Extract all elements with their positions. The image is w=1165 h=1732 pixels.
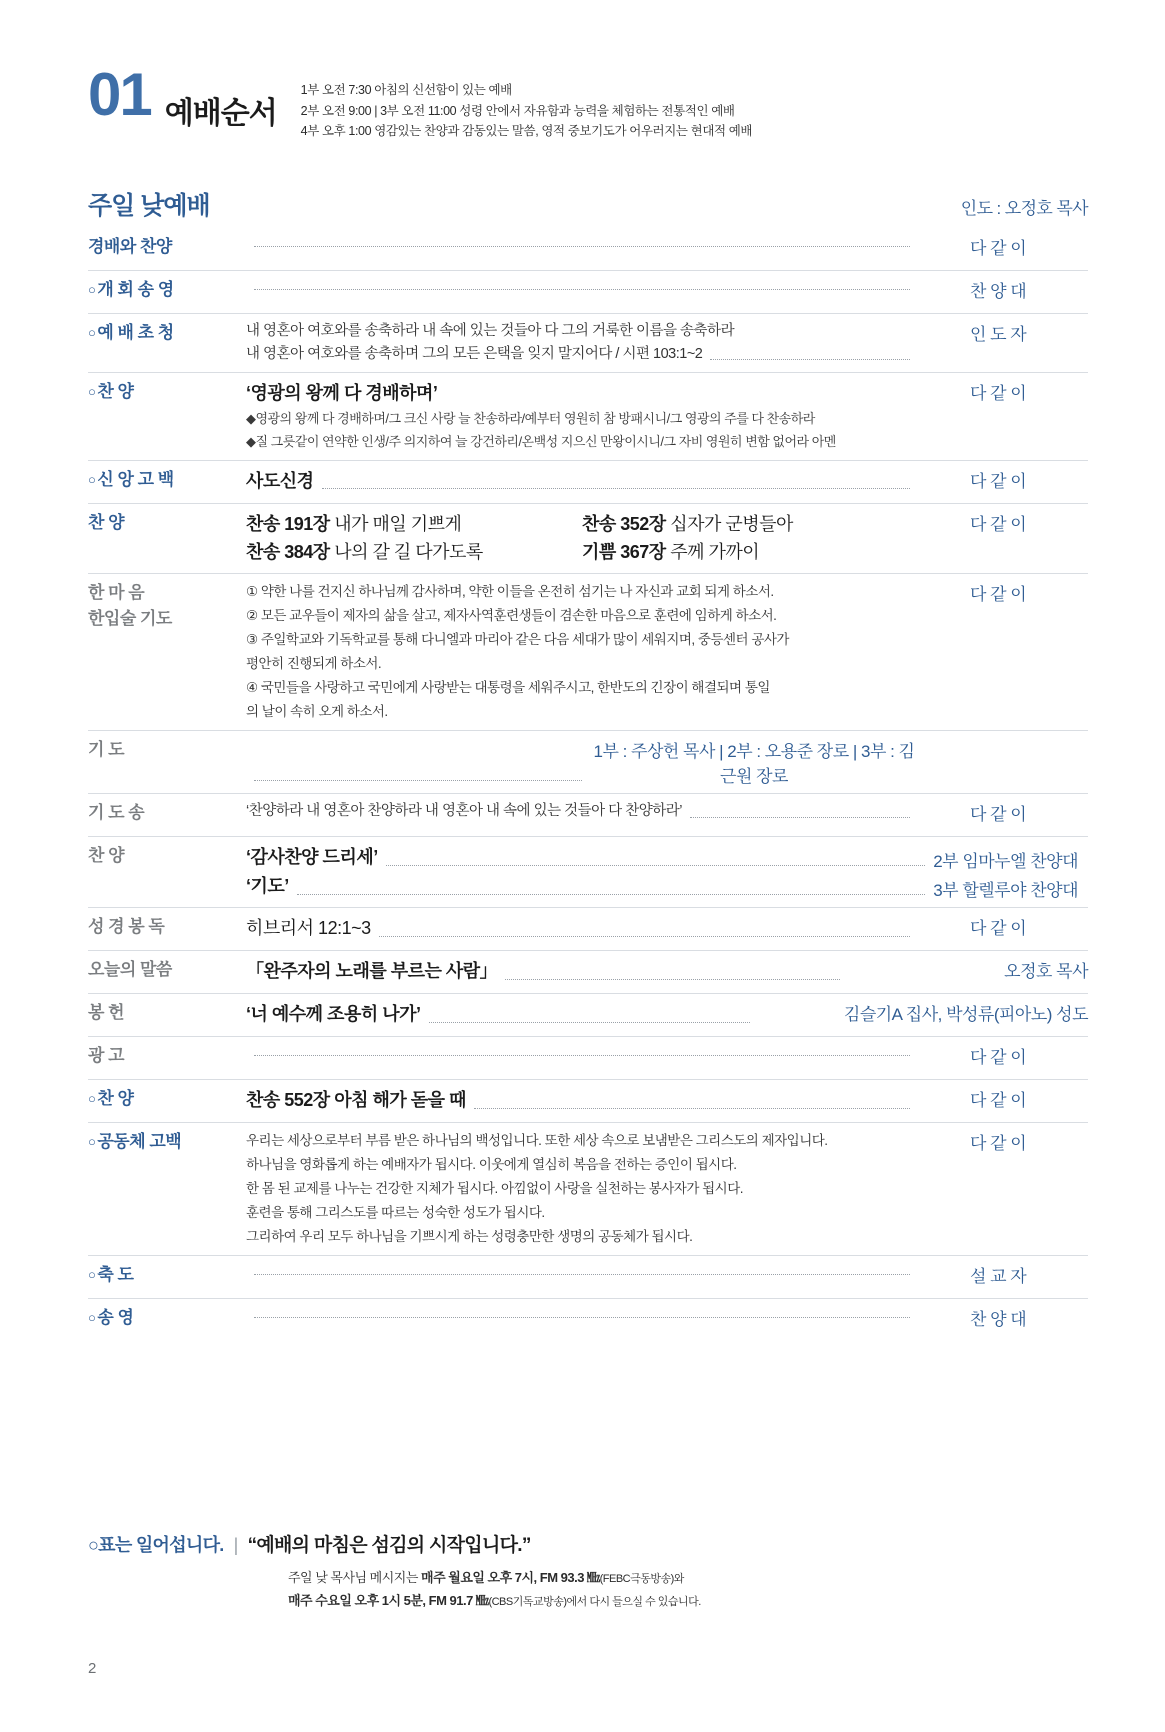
order-label-text: 찬 양 [97,1088,134,1108]
order-row [88,1036,1088,1079]
broadcast-line [288,1590,1088,1613]
order-row [88,730,1088,793]
order-content [236,1262,928,1281]
order-label [88,957,236,983]
dot-leader [254,277,910,290]
order-participant: 다 같 이 [970,585,1027,605]
order-participant: 인 도 자 [970,325,1027,344]
order-label [88,379,236,405]
order-participant: 다 같 이 [970,1133,1027,1153]
song-quote: ‘찬양하라 내 영혼아 찬양하라 내 영혼아 내 속에 있는 것들아 다 찬양하라’ [246,803,682,820]
section-heading [88,186,1088,222]
dot-leader [474,1096,910,1109]
order-row [88,993,1088,1036]
order-content [236,737,928,787]
order-content [236,510,928,568]
dot-leader [710,347,910,360]
order-label-text: 기 도 [88,740,125,760]
confession-line: 훈련을 통해 그리스도를 따르는 성숙한 성도가 됩시다. [246,1205,545,1220]
order-label [88,467,236,493]
service-times [301,80,752,142]
standing-marker-icon: ○ [88,1310,96,1326]
order-content [236,320,928,366]
dot-leader [254,234,910,247]
order-participant: 다 같 이 [970,384,1027,404]
standing-note-row [88,1530,1088,1557]
order-content [236,957,858,986]
hymn-entry: 기쁨 367장 주께 가까이 [582,542,760,563]
order-label-text: 예 배 초 청 [97,323,174,342]
service-name: 주일 낮예배 [88,192,210,220]
order-participant: 다 같 이 [970,1090,1027,1110]
song-title: ‘영광의 왕께 다 경배하며’ [246,383,438,404]
order-row [88,460,1088,503]
order-row [88,313,1088,372]
broadcast-info [288,1567,1088,1613]
prayer-line: ④ 국민들을 사랑하고 국민에게 사랑받는 대통령을 세워주시고, 한반도의 긴장이 해결되며 통일 [246,680,770,696]
order-label-text: 봉 헌 [88,1002,125,1022]
hymn-entry: 찬송 191장 내가 매일 기쁘게 [246,513,462,534]
choir-name: 2부 임마누엘 찬양대 [933,852,1078,872]
broadcast-prefix: 주일 낮 목사님 메시지는 [288,1570,422,1585]
order-label [88,277,236,303]
order-label [88,1086,236,1112]
page-title: 예배순서 [164,97,277,130]
anthem-title: ‘기도’ [246,876,289,897]
lyric-line: ◆질 그릇같이 연약한 인생/주 의지하여 늘 강건하리/온백성 지으신 만왕이시니/그 자비 영원히 변함 없어라 아멘 [246,433,836,449]
hymn-entry: 찬송 352장 십자가 군병들아 [582,513,793,534]
order-list [88,228,1088,1341]
order-content [236,1129,928,1249]
dot-leader [386,853,926,866]
service-leader: 인도 : 오정호 목사 [960,199,1088,218]
order-label [88,1043,236,1069]
standing-marker-icon: ○ [88,1090,96,1106]
order-participant: 다 같 이 [970,805,1027,825]
hymn-entry: 찬송 384장 나의 갈 길 다가도록 [246,542,483,563]
order-content [236,800,928,823]
order-label: 경배와 찬양 [88,237,172,256]
order-label [88,737,236,763]
order-label [88,580,236,631]
order-label [88,510,236,536]
confession-line: 하나님을 영화롭게 하는 예배자가 됩시다. 이웃에게 열심히 복음을 전하는 증인이 됩시다. [246,1156,737,1172]
order-label-text: 한입술 기도 [88,608,172,628]
order-label [88,1129,236,1155]
order-label [88,843,236,869]
order-participant: 찬 양 대 [970,282,1027,301]
standing-marker-icon: ○ [88,282,96,297]
order-label [88,914,236,940]
prayer-line: ① 약한 나를 건지신 하나님께 감사하며, 약한 이들을 온전히 섬기는 나 자신과 교회 되게 하소서. [246,584,774,600]
order-content [236,843,1088,901]
hymn-entry: 찬송 552장 아침 해가 돋을 때 [246,1089,466,1110]
order-participant: 찬 양 대 [970,1310,1027,1330]
standing-note: ○표는 일어섭니다. [88,1535,224,1555]
dot-leader [254,1043,910,1056]
dot-leader [254,1305,910,1318]
prayer-line: 평안히 진행되게 하소서. [246,656,382,672]
order-participant: 다 같 이 [970,1047,1027,1067]
scripture-line: 내 영혼아 여호와를 송축하며 그의 모든 은택을 잊지 말지어다 / 시편 103:1~2 [246,346,703,363]
dot-leader [379,924,910,937]
offertory-title: ‘너 예수께 조용히 나가’ [246,1003,421,1024]
standing-marker-icon: ○ [88,471,96,487]
order-row [88,1298,1088,1341]
lyric-line: ◆영광의 왕께 다 경배하며/그 크신 사랑 늘 찬송하라/예부터 영원히 참 방패시니/그 영광의 주를 다 찬송하라 [246,411,815,427]
order-participant: 다 같 이 [970,918,1027,938]
order-row [88,573,1088,730]
order-participant [768,1000,1088,1025]
order-label-text: 찬 양 [88,512,125,532]
scripture-reference: 히브리서 12:1~3 [246,917,371,938]
page-header [88,61,1088,142]
dot-leader [322,476,910,489]
dot-leader [690,805,910,818]
service-time-line: 1부 오전 7:30 아침의 신선함이 있는 예배 [300,83,512,97]
order-label-text: 개 회 송 영 [97,280,174,299]
prayer-line: 의 날이 속히 오게 하소서. [246,704,388,720]
standing-marker-icon: ○ [88,1133,96,1149]
order-label [88,1305,236,1331]
dot-leader [297,882,925,895]
order-label [88,320,236,346]
dot-leader [254,1262,910,1275]
broadcast-station: (CBS기독교방송)에서 다시 들으실 수 있습니다. [488,1595,701,1608]
community-confession [246,1129,918,1249]
order-content [236,467,928,496]
scripture-line: 내 영혼아 여호와를 송축하라 내 속에 있는 것들아 다 그의 거룩한 이름을 송축하라 [246,323,735,339]
order-row [88,1079,1088,1122]
dot-leader [505,967,840,980]
order-content [236,914,928,943]
standing-marker-icon: ○ [88,384,96,400]
order-label [88,1000,236,1026]
hymn-grid [246,510,918,568]
order-label [88,800,236,826]
prayer-line: ② 모든 교우들이 제자의 삶을 살고, 제자사역훈련생들이 겸손한 마음으로 훈련에 임하게 하소서. [246,608,777,624]
order-content [236,277,928,296]
prayer-leaders: 1부 : 주상헌 목사 | 2부 : 오용준 장로 | 3부 : 김근원 장로 [593,742,915,787]
dot-leader [429,1010,751,1023]
confession-line: 우리는 세상으로부터 부름 받은 하나님의 백성입니다. 또한 세상 속으로 보냄받은 그리스도의 제자입니다. [246,1132,828,1148]
order-content [236,234,928,253]
order-participant: 다 같 이 [970,239,1027,258]
order-label-text: 축 도 [97,1265,134,1285]
preacher-name: 오정호 목사 [1004,961,1088,981]
broadcast-time: 매주 월요일 오후 7시, FM 93.3 ㎒ [421,1570,600,1585]
service-time-line: 4부 오후 1:00 영감있는 찬양과 감동있는 말씀, 영적 중보기도가 어우러지는 현대적 예배 [300,124,753,139]
order-label-text: 송 영 [97,1308,134,1328]
service-time-line: 2부 오전 9:00 | 3부 오전 11:00 성령 안에서 자유함과 능력을 체험하는 전통적인 예배 [300,103,735,118]
prayer-line: ③ 주일학교와 기독학교를 통해 다니엘과 마리아 같은 다음 세대가 많이 세워지며, 중등센터 공사가 [246,632,789,648]
order-participant: 다 같 이 [970,514,1027,534]
order-label-text: 찬 양 [97,382,134,402]
order-row [88,270,1088,313]
order-row [88,907,1088,950]
anthem-title: ‘감사찬양 드리세’ [246,847,378,868]
page-number: 2 [88,1660,97,1677]
broadcast-station: (FEBC극동방송)와 [599,1573,684,1585]
order-label-text: 신 앙 고 백 [97,469,174,489]
choir-name: 3부 할렐루야 찬양대 [933,880,1078,900]
confession-line: 그리하여 우리 모두 하나님을 기쁘시게 하는 성령충만한 생명의 공동체가 됩시다. [246,1229,693,1245]
order-label-text: 한 마 음 [88,583,145,603]
order-participant: 설 교 자 [970,1267,1027,1287]
order-label [88,1262,236,1288]
confession-line: 한 몸 된 교제를 나누는 건강한 지체가 됩시다. 아낌없이 사랑을 실천하는 봉사자가 됩시다. [246,1180,743,1196]
order-row [88,372,1088,459]
note-separator: | [233,1535,238,1555]
order-row [88,228,1088,270]
order-content [236,379,928,453]
order-content [236,1305,928,1324]
order-content [236,580,928,724]
footer-note [88,1530,1088,1613]
section-number: 01 [88,61,151,128]
broadcast-line [288,1567,1088,1590]
order-label-text: 광 고 [88,1045,125,1065]
standing-marker-icon: ○ [88,325,96,340]
order-participant [858,957,1088,982]
closing-quote: “예배의 마침은 섬김의 시작입니다.” [247,1535,531,1556]
order-row [88,950,1088,993]
sermon-title: 「완주자의 노래를 부르는 사람」 [246,960,498,981]
order-row [88,793,1088,836]
dot-leader [254,768,582,781]
order-content [236,1000,768,1029]
order-content [236,1043,928,1062]
order-row [88,503,1088,574]
order-label-text: 공동체 고백 [97,1131,182,1151]
order-row [88,1122,1088,1255]
order-label-text: 성 경 봉 독 [88,916,165,936]
order-label-text: 찬 양 [88,846,125,866]
prayer-text [246,580,918,724]
standing-marker-icon: ○ [88,1267,96,1283]
order-row [88,836,1088,907]
creed-name: 사도신경 [246,470,314,491]
order-participant: 다 같 이 [970,471,1027,491]
offertory-performers: 김슬기A 집사, 박성류(피아노) 성도 [843,1004,1088,1024]
order-label-text: 기 도 송 [88,803,145,823]
order-content [236,1086,928,1115]
order-label-text: 오늘의 말씀 [88,959,172,979]
broadcast-time: 매주 수요일 오후 1시 5분, FM 91.7 ㎒ [288,1592,489,1608]
order-row [88,1255,1088,1298]
song-lyrics [246,408,918,454]
